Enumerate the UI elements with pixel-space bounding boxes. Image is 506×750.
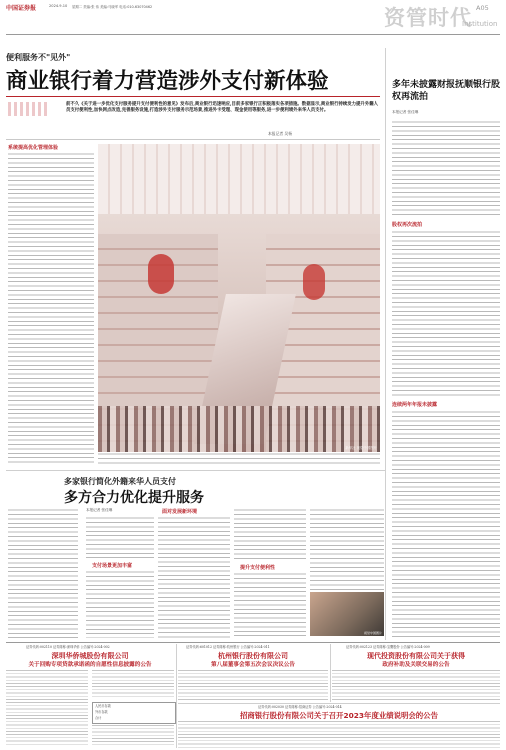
second-story	[6, 474, 385, 640]
second-col5-text	[310, 508, 384, 592]
story-divider	[6, 470, 385, 471]
second-col1-text	[8, 508, 78, 638]
masthead-rule	[6, 34, 500, 35]
main-photo-caption: 新华社 视觉中国图片	[345, 446, 377, 450]
ad1-title: 深圳华侨城股份有限公司	[51, 652, 129, 660]
second-headline-1: 多家银行简化外籍来华人员支付	[64, 477, 176, 486]
ad-hangzhou	[178, 644, 328, 702]
mall-photo	[98, 144, 380, 452]
right-subheading-1: 股权再次流拍	[392, 222, 423, 228]
main-kicker: 便利服务不"见外"	[6, 53, 71, 62]
ads-top-rule	[6, 642, 500, 643]
second-col3-text	[158, 516, 230, 638]
second-col4-text-b	[234, 572, 306, 638]
ad-xiandai	[332, 644, 500, 702]
ad1-table-row-1: 人民币存款	[95, 704, 111, 708]
lead-box	[6, 96, 380, 140]
lead-paragraph: 前不久《关于进一步优化支付服务提升支付便利性的意见》发布后,商业银行迅速响应,目前多家银行正积极落实各项措施。数据显示,商业银行持续发力提升外籍人员支付便利性,加快网点改造,完善服务设施,打造涉外支付服务示范场景,推进外卡受理、现金使用等服务,进一步便利境外来华人员支付。	[66, 102, 378, 113]
photo-crowd	[98, 406, 380, 452]
second-col2-text-a	[86, 516, 154, 560]
ad2-text	[178, 669, 328, 701]
main-byline: 本报记者 吴杨	[268, 131, 292, 136]
second-headline-2: 多方合力优化提升服务	[64, 490, 204, 506]
section-en: Institution	[462, 20, 498, 28]
masthead	[0, 0, 506, 40]
lead-accent-bar	[8, 102, 48, 116]
ad3-title: 现代投资股份有限公司关于获得	[367, 652, 465, 660]
main-headline: 商业银行着力营造涉外支付新体验	[6, 69, 329, 94]
ad-mid-rule	[178, 703, 500, 704]
second-photo	[310, 592, 384, 636]
ad-divider-2	[330, 644, 331, 702]
ad1-text-b	[92, 669, 174, 699]
ad-divider-1	[176, 644, 177, 748]
ad3-text	[332, 669, 500, 701]
right-subheading-2: 连续两年年报未披露	[392, 402, 438, 408]
section-heading-1: 系统提高优化管理体验	[8, 145, 59, 151]
second-subheading-2: 面对发展新环境	[162, 509, 198, 515]
ad-shenzhen	[6, 644, 174, 748]
photo-ceiling	[98, 144, 380, 214]
right-text-2	[392, 230, 500, 396]
main-story	[6, 48, 380, 468]
ad1-subtitle: 关于回购专项贷款承诺函的自愿性信息披露的公告	[28, 662, 152, 668]
ad3-code: 证券代码:002123 证券简称:宝鹰股份 公告编号:2024-009	[346, 645, 430, 649]
right-headline: 多年未披露财报抚顺银行股权再流拍	[392, 80, 501, 102]
page-code: A05	[476, 4, 489, 12]
second-subheading-3: 提升支付便利性	[240, 565, 276, 571]
main-col2-text-under	[98, 452, 380, 464]
ad1-table-row-3: 合计	[95, 716, 102, 720]
photo-lantern-2	[303, 264, 325, 300]
right-byline: 本报记者 张佳琳	[392, 110, 419, 114]
ad1-text-c	[92, 724, 174, 747]
issue-date: 2024.9.10	[49, 4, 68, 8]
second-subheading-1: 支付场景更加丰富	[92, 563, 133, 569]
ad1-text-a	[6, 669, 88, 747]
ad2-subtitle: 第八届董事会第五次会议决议公告	[211, 662, 295, 668]
second-col2-text-b	[86, 570, 154, 638]
ad-zhaoshang	[178, 705, 500, 749]
main-col1-text	[8, 152, 94, 464]
right-text-1	[392, 120, 500, 216]
second-byline: 本报记者 张佳琳	[86, 508, 113, 512]
ad1-table	[92, 702, 176, 724]
right-story	[390, 80, 502, 640]
ad4-code: 证券代码:002030 证券简称:招商证券 公告编号:2024-014	[258, 705, 342, 709]
editor-meta: 星期二 责编:张 伟 美编:马晓军 电话:010-63070462	[72, 5, 153, 9]
ad1-table-row-2: 外币存款	[95, 710, 108, 714]
column-divider-right	[385, 48, 386, 640]
ad3-subtitle: 政府补助及关联交易的公告	[382, 662, 450, 668]
ad2-title: 杭州银行股份有限公司	[218, 652, 288, 660]
newspaper-logo: 中国证券报	[6, 5, 37, 12]
ad4-title: 招商银行股份有限公司关于召开2023年度业绩说明会的公告	[240, 711, 438, 720]
second-photo-caption: 视觉中国图片	[363, 631, 382, 635]
ad4-text	[178, 720, 500, 748]
ad2-code: 证券代码:601012 证券简称:杭州银行 公告编号:2024-011	[186, 645, 270, 649]
photo-lantern-1	[148, 254, 174, 294]
second-col4-text-a	[234, 508, 306, 560]
right-text-3	[392, 410, 500, 638]
ad1-code: 证券代码:002110 证券简称:深圳华侨 公告编号:2024-002	[26, 645, 110, 649]
section-title: 资管时代	[384, 6, 472, 30]
